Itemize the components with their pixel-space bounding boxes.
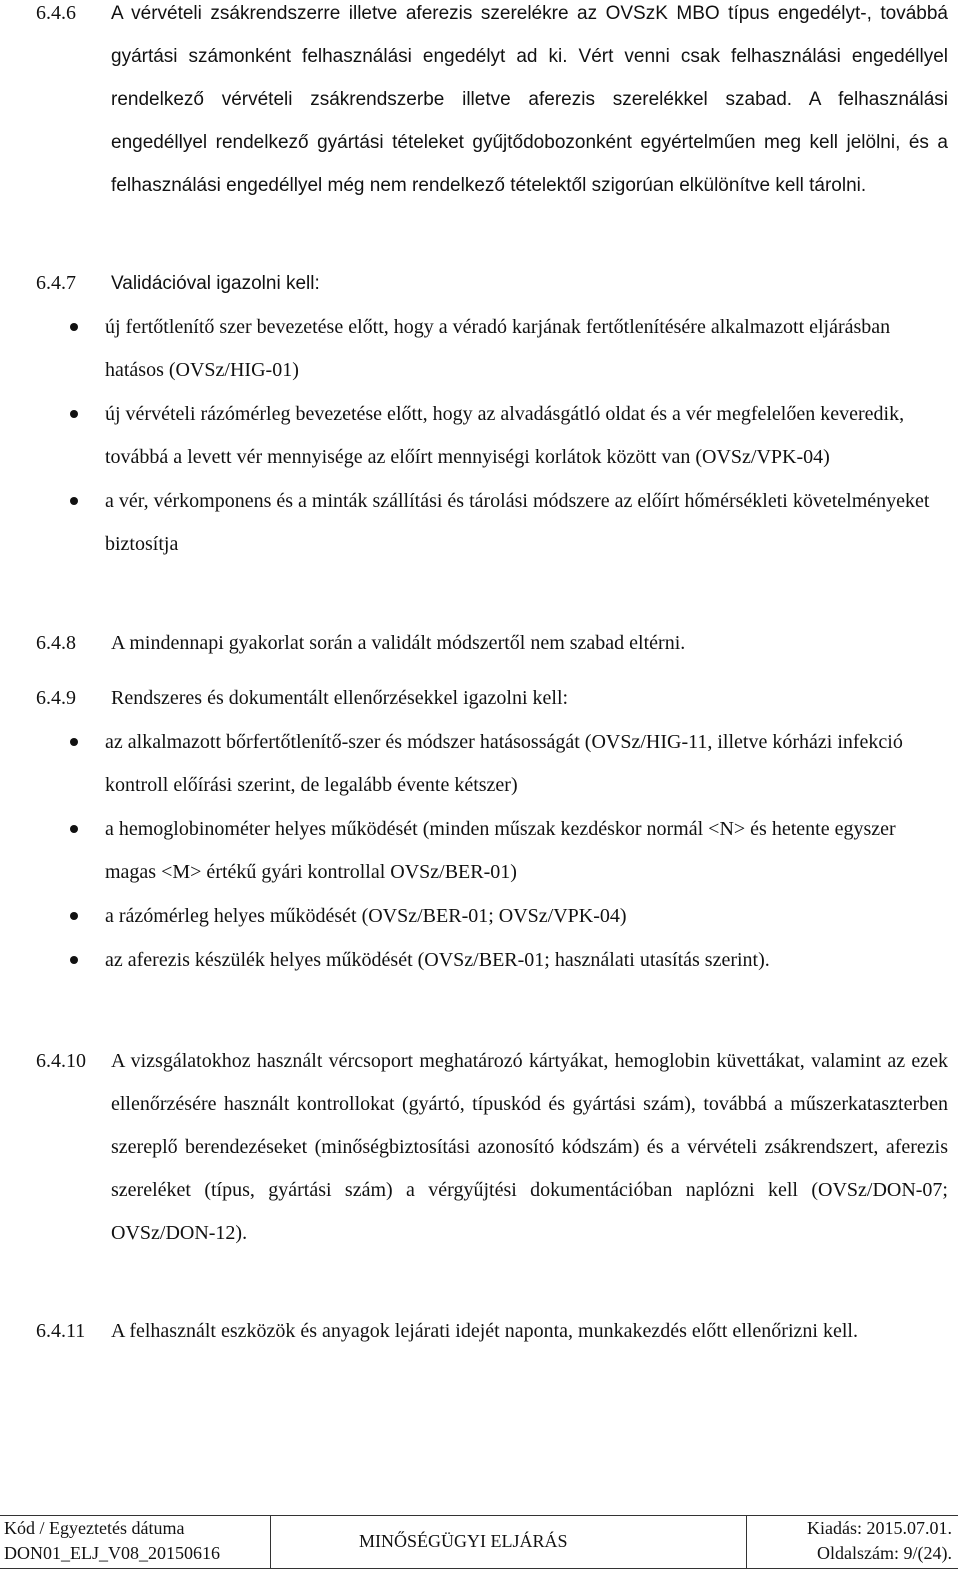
bullet-icon xyxy=(70,912,78,920)
bullet-icon xyxy=(70,956,78,964)
list-item: új fertőtlenítő szer bevezetése előtt, hogy a véradó karjának fertőtlenítésére alkalmazott eljárásban hatásos (OVSz/HIG-01) xyxy=(70,306,940,392)
footer-page-number: Oldalszám: 9/(24). xyxy=(817,1543,952,1563)
footer-title: MINŐSÉGÜGYI ELJÁRÁS xyxy=(359,1531,568,1551)
section-number: 6.4.10 xyxy=(36,1050,86,1072)
section-text: A felhasznált eszközök és anyagok lejárati idejét naponta, munkakezdés előtt ellenőrizni kell. xyxy=(111,1320,858,1342)
list-item: az aferezis készülék helyes működését (OVSz/BER-01; használati utasítás szerint). xyxy=(70,939,940,982)
section-number: 6.4.9 xyxy=(36,687,76,709)
list-item: a hemoglobinométer helyes működését (minden műszak kezdéskor normál <N> és hetente egyszer magas <M> értékű gyári kontrollal OVSz/BER-01) xyxy=(70,808,940,894)
section-lead: Validációval igazolni kell: xyxy=(111,273,320,294)
bullet-icon xyxy=(70,738,78,746)
footer-code-label: Kód / Egyeztetés dátuma xyxy=(4,1518,185,1538)
footer-issue: Kiadás: 2015.07.01. xyxy=(807,1518,952,1538)
section-number: 6.4.8 xyxy=(36,632,76,654)
list-item: a vér, vérkomponens és a minták szállítási és tárolási módszere az előírt hőmérsékleti követelményeket biztosítja xyxy=(70,480,940,566)
list-item: az alkalmazott bőrfertőtlenítő-szer és módszer hatásosságát (OVSz/HIG-11, illetve kórházi infekció kontroll előírási szerint, de legalább évente kétszer) xyxy=(70,721,940,807)
footer-issue-cell xyxy=(747,1516,958,1568)
footer-code-value: DON01_ELJ_V08_20150616 xyxy=(4,1543,220,1563)
bullet-icon xyxy=(70,323,78,331)
bullet-icon xyxy=(70,410,78,418)
page-footer xyxy=(0,1515,958,1569)
list-item: a rázómérleg helyes működését (OVSz/BER-01; OVSz/VPK-04) xyxy=(70,895,940,938)
bullet-icon xyxy=(70,825,78,833)
section-text: A mindennapi gyakorlat során a validált módszertől nem szabad eltérni. xyxy=(111,632,686,654)
bullet-list xyxy=(70,306,940,567)
bullet-list xyxy=(70,721,940,983)
section-number: 6.4.6 xyxy=(36,2,76,24)
section-lead: Rendszeres és dokumentált ellenőrzésekkel igazolni kell: xyxy=(111,687,569,709)
bullet-icon xyxy=(70,497,78,505)
footer-code-cell xyxy=(0,1516,271,1568)
footer-title-cell xyxy=(271,1516,747,1568)
list-item: új vérvételi rázómérleg bevezetése előtt, hogy az alvadásgátló oldat és a vér megfelelően keveredik, továbbá a levett vér mennyisége az előírt mennyiségi korlátok között van (OVSz/VPK-04) xyxy=(70,393,940,479)
section-text: A vizsgálatokhoz használt vércsoport meghatározó kártyákat, hemoglobin küvettákat, valamint az ezek ellenőrzésére használt kontrollokat (gyártó, típuskód és gyártási szám), továbbá a műszerkataszterben szereplő berendezéseket (minőségbiztosítási azonosító kódszám) és a vérvételi zsákrendszert, aferezis szereléket (típus, gyártási szám) a vérgyűjtési dokumentációban naplózni kell (OVSz/DON-07; OVSz/DON-12). xyxy=(111,1050,948,1244)
section-number: 6.4.7 xyxy=(36,272,76,294)
section-text: A vérvételi zsákrendszerre illetve aferezis szerelékre az OVSzK MBO típus engedélyt-, továbbá gyártási számonként felhasználási engedélyt ad ki. Vért venni csak felhasználási engedéllyel rendelkező vérvételi zsákrendszerbe illetve aferezis szerelékkel szabad. A felhasználási engedéllyel rendelkező gyártási tételeket gyűjtődobozonként egyértelműen meg kell jelölni, és a felhasználási engedéllyel még nem rendelkező tételektől szigorúan elkülönítve kell tárolni. xyxy=(111,3,948,196)
section-number: 6.4.11 xyxy=(36,1320,86,1342)
